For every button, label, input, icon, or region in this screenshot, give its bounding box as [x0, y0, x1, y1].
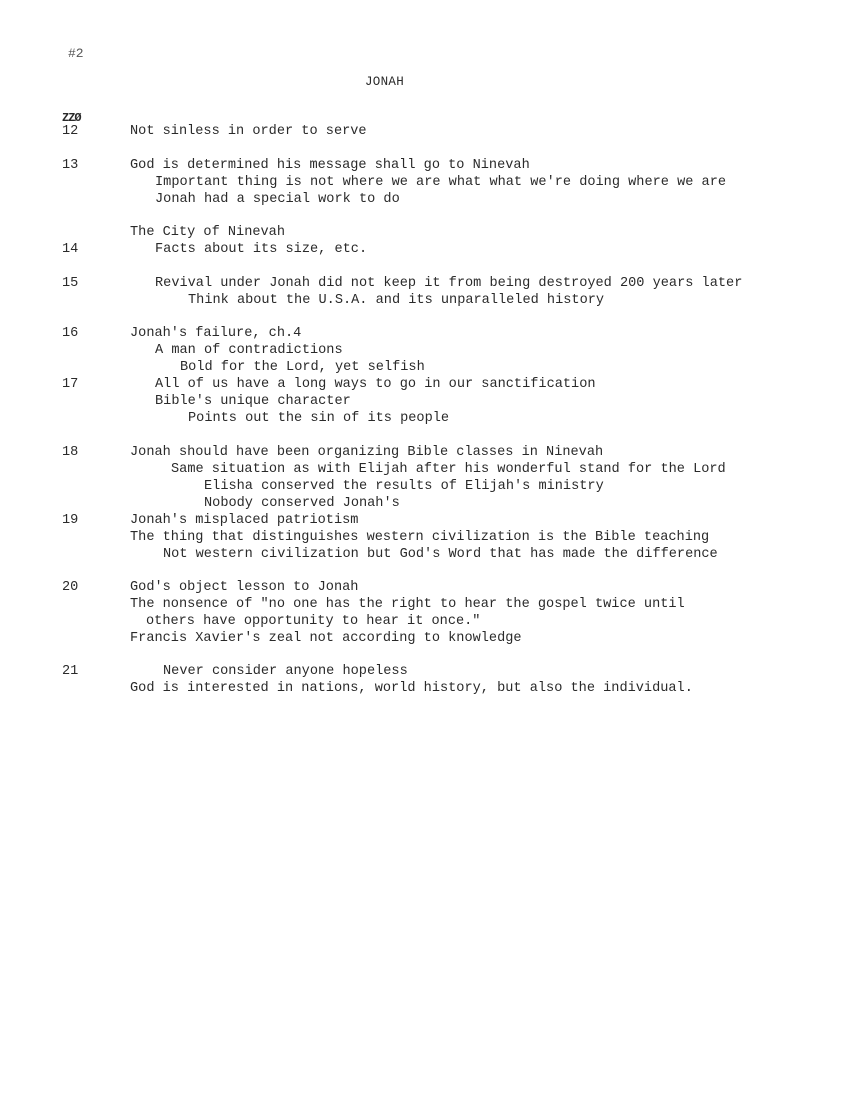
text-line: Not western civilization but God's Word that has made the difference [163, 547, 718, 562]
row-number: 12 [62, 124, 79, 139]
text-line: Bold for the Lord, yet selfish [180, 360, 425, 375]
row-number: 20 [62, 580, 79, 595]
page-number: #2 [68, 46, 84, 61]
text-line: Jonah should have been organizing Bible classes in Ninevah [130, 445, 604, 460]
row-number: 13 [62, 158, 79, 173]
text-line: Points out the sin of its people [188, 411, 450, 426]
text-line: The thing that distinguishes western civilization is the Bible teaching [130, 530, 710, 545]
text-line: The nonsence of "no one has the right to hear the gospel twice until [130, 597, 685, 612]
row-number: 18 [62, 445, 79, 460]
text-line: Important thing is not where we are what what we're doing where we are [155, 175, 727, 190]
text-line: God is interested in nations, world history, but also the individual. [130, 681, 693, 696]
text-line: Jonah's misplaced patriotism [130, 513, 359, 528]
page-title: JONAH [365, 75, 405, 89]
text-line: Never consider anyone hopeless [163, 664, 408, 679]
row-number: 21 [62, 664, 79, 679]
corner-mark: ZZØ [62, 111, 81, 125]
row-number: 17 [62, 377, 79, 392]
text-line: All of us have a long ways to go in our sanctification [155, 377, 596, 392]
text-line: Nobody conserved Jonah's [204, 496, 400, 511]
text-line: Jonah had a special work to do [155, 192, 400, 207]
text-line: The City of Ninevah [130, 225, 285, 240]
text-line: Elisha conserved the results of Elijah's ministry [204, 479, 604, 494]
row-number: 19 [62, 513, 79, 528]
text-line: Not sinless in order to serve [130, 124, 367, 139]
text-line: Francis Xavier's zeal not according to knowledge [130, 631, 522, 646]
text-line: Bible's unique character [155, 394, 351, 409]
text-line: A man of contradictions [155, 343, 343, 358]
text-line: Jonah's failure, ch.4 [130, 326, 302, 341]
text-line: Revival under Jonah did not keep it from being destroyed 200 years later [155, 276, 743, 291]
row-number: 14 [62, 242, 79, 257]
row-number: 16 [62, 326, 79, 341]
text-line: God is determined his message shall go to Ninevah [130, 158, 530, 173]
text-line: Think about the U.S.A. and its unparalleled history [188, 293, 605, 308]
row-number: 15 [62, 276, 79, 291]
text-line: Same situation as with Elijah after his wonderful stand for the Lord [171, 462, 726, 477]
text-line: God's object lesson to Jonah [130, 580, 359, 595]
text-line: Facts about its size, etc. [155, 242, 368, 257]
text-line: others have opportunity to hear it once." [146, 614, 481, 629]
